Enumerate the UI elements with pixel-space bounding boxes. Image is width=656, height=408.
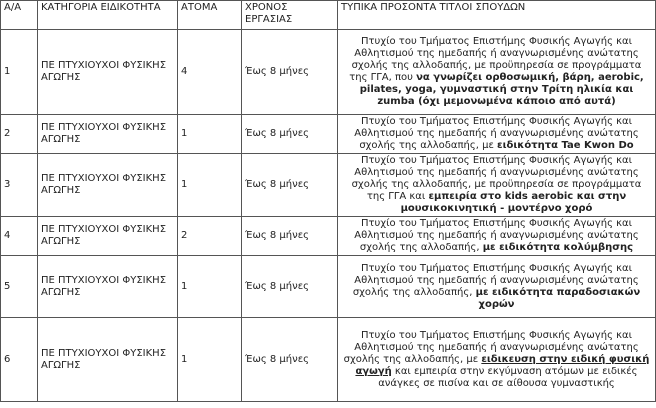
cell-qualifications [338,115,656,154]
cell-count: 4 [178,30,242,115]
cell-duration: Έως 8 μήνες [242,217,338,256]
cell-count: 1 [178,115,242,154]
cell-qualifications [338,30,656,115]
cell-aa: 6 [1,318,38,402]
qual-tail: και εμπειρία στην εκγύμναση ατόμων με ειδικές ανάγκες σε πισίνα και σε αίθουσα γυμναστικής [378,365,638,389]
cell-qualifications [338,318,656,402]
table-row [1,115,656,154]
cell-category: ΠΕ ΠΤΥΧΙΟΥΧΟΙ ΦΥΣΙΚΗΣ ΑΓΩΓΗΣ [38,256,178,318]
table-row [1,256,656,318]
qual-text: Πτυχίο του Τμήματος Επιστήμης Φυσικής Αγωγής και Αθλητισμού της ημεδαπής ή αναγνωρισμένης ανώτατης σχολής της αλλοδαπής, [354,218,639,253]
cell-category: ΠΕ ΠΤΥΧΙΟΥΧΟΙ ΦΥΣΙΚΗΣ ΑΓΩΓΗΣ [38,154,178,217]
header-count: ΑΤΟΜΑ [178,1,242,30]
qual-text: Πτυχίο του Τμήματος Επιστήμης Φυσικής Αγωγής και Αθλητισμού της ημεδαπής ή αναγνωρισμένης ανώτατης σχολής της αλλοδαπής, με [354,116,639,151]
qual-emphasis: με ειδικότητα παραδοσιακών χορών [475,286,641,310]
cell-aa: 5 [1,256,38,318]
cell-qualifications [338,256,656,318]
header-aa: Α/Α [1,1,38,30]
cell-count: 1 [178,318,242,402]
cell-count: 1 [178,154,242,217]
cell-category: ΠΕ ΠΤΥΧΙΟΥΧΟΙ ΦΥΣΙΚΗΣ ΑΓΩΓΗΣ [38,115,178,154]
cell-count: 1 [178,256,242,318]
table-header-row [1,1,656,30]
header-qualifications: ΤΥΠΙΚΑ ΠΡΟΣΟΝΤΑ ΤΙΤΛΟΙ ΣΠΟΥΔΩΝ [338,1,656,30]
header-category: ΚΑΤΗΓΟΡΙΑ ΕΙΔΙΚΟΤΗΤΑ [38,1,178,30]
cell-duration: Έως 8 μήνες [242,154,338,217]
qual-text: Πτυχίο του Τμήματος Επιστήμης Φυσικής Αγωγής και Αθλητισμού της ημεδαπής ή αναγνωρισμένης ανώτατης σχολής της αλλοδαπής, με προϋπηρεσία σε προγράμματα της ΓΓΑ, που [349,36,642,83]
table-row [1,318,656,402]
header-duration: ΧΡΟΝΟΣ ΕΡΓΑΣΙΑΣ [242,1,338,30]
qual-text: Πτυχίο του Τμήματος Επιστήμης Φυσικής Αγωγής και Αθλητισμού της ημεδαπής ή αναγνωρισμένης ανώτατης σχολής της αλλοδαπής, με προϋπηρεσία σε προγράμματα της ΓΓΑ και [351,155,642,202]
cell-aa: 1 [1,30,38,115]
qual-emphasis: να γνωρίζει ορθοσωμική, βάρη, aerobic, pilates, yoga, γυμναστική στην Τρίτη ηλικία και zumba (όχι μεμονωμένα κάποιο από αυτά) [359,72,644,107]
cell-qualifications [338,154,656,217]
qual-emphasis: ειδικευση στην ειδική φυσική αγωγή [355,353,650,377]
qual-emphasis: εμπειρία στο kids aerobic και στην μουσικοκινητική - μοντέρνο χορό [400,191,627,214]
cell-category: ΠΕ ΠΤΥΧΙΟΥΧΟΙ ΦΥΣΙΚΗΣ ΑΓΩΓΗΣ [38,318,178,402]
cell-aa: 3 [1,154,38,217]
cell-aa: 2 [1,115,38,154]
cell-duration: Έως 8 μήνες [242,115,338,154]
cell-duration: Έως 8 μήνες [242,318,338,402]
cell-category: ΠΕ ΠΤΥΧΙΟΥΧΟΙ ΦΥΣΙΚΗΣ ΑΓΩΓΗΣ [38,217,178,256]
table-row [1,217,656,256]
cell-qualifications [338,217,656,256]
qual-emphasis: με ειδικότητα κολύμβησης [482,242,634,253]
table-row [1,154,656,217]
qual-text: Πτυχίο του Τμήματος Επιστήμης Φυσικής Αγωγής και Αθλητισμού της ημεδαπής ή αναγνωρισμένης ανώτατης σχολής της αλλοδαπής, [352,262,639,298]
cell-aa: 4 [1,217,38,256]
table-row [1,30,656,115]
cell-count: 2 [178,217,242,256]
qual-text: Πτυχίο του Τμήματος Επιστήμης Φυσικής Αγωγής και Αθλητισμού της ημεδαπής ή αναγνωρισμένης ανώτατης σχολής της αλλοδαπής, με [343,329,639,365]
qual-emphasis: ειδικότητα Tae Kwon Do [497,140,634,151]
cell-duration: Έως 8 μήνες [242,30,338,115]
cell-duration: Έως 8 μήνες [242,256,338,318]
cell-category: ΠΕ ΠΤΥΧΙΟΥΧΟΙ ΦΥΣΙΚΗΣ ΑΓΩΓΗΣ [38,30,178,115]
